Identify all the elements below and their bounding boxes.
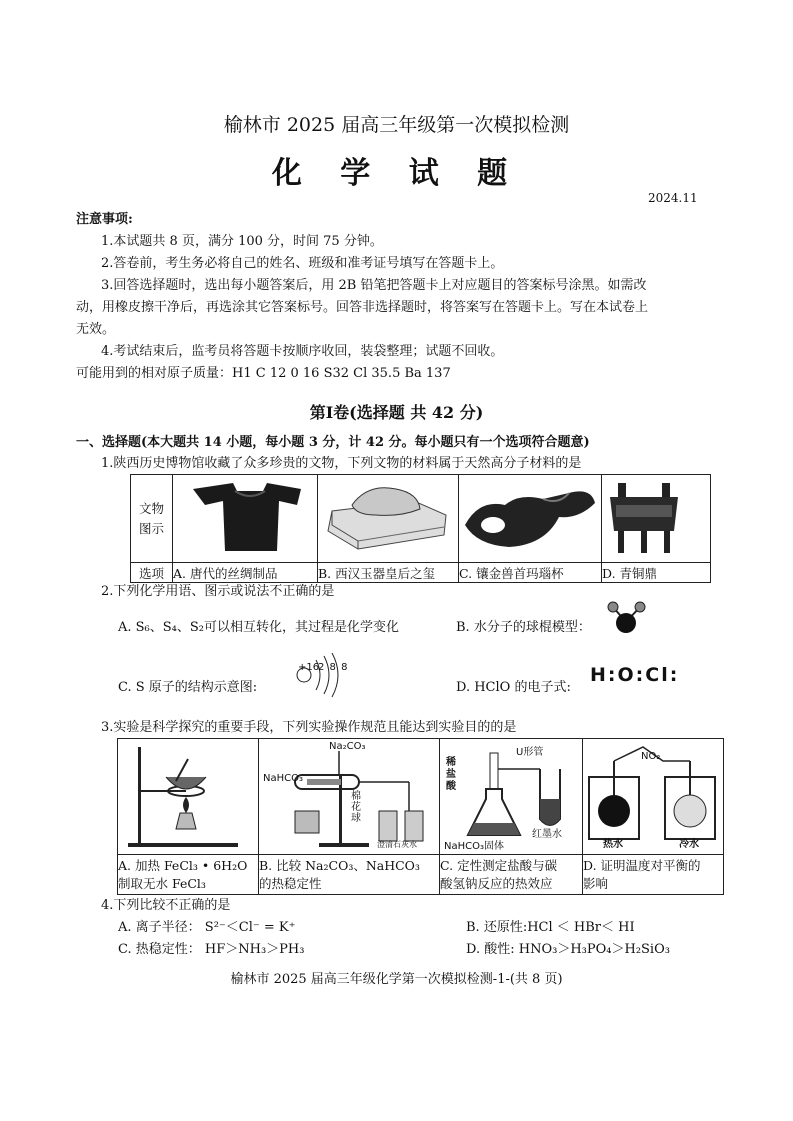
q1-option-b: B. 西汉玉器皇后之玺 xyxy=(318,563,459,583)
sulfur-nucleus-label: +16 xyxy=(298,662,320,673)
q4-option-c: C. 热稳定性： HF＞NH₃＞PH₃ xyxy=(118,942,305,957)
q1-option-a: A. 唐代的丝绸制品 xyxy=(173,563,318,583)
q1-row-label-images: 文物 图示 xyxy=(131,475,173,563)
part1-heading: 一、选择题(本大题共 14 小题，每小题 3 分，计 42 分。每小题只有一个选项符合题意) xyxy=(76,435,590,450)
q3-option-a: A. 加热 FeCl₃ • 6H₂O 制取无水 FeCl₃ xyxy=(118,855,259,895)
q2-stem: 2.下列化学用语、图示或说法不正确的是 xyxy=(101,584,335,599)
q3-apparatus-d xyxy=(583,739,724,855)
label-na2co3: Na₂CO₃ xyxy=(329,741,366,752)
q2-option-d: D. HClO 的电子式: xyxy=(456,680,571,695)
q1-stem: 1.陕西历史博物馆收藏了众多珍贵的文物，下列文物的材料属于天然高分子材料的是 xyxy=(101,456,582,471)
page-footer: 榆林市 2025 届高三年级化学第一次模拟检测-1-(共 8 页) xyxy=(230,972,563,987)
q2-option-a: A. S₆、S₄、S₂可以相互转化，其过程是化学变化 xyxy=(118,620,400,635)
q3-apparatus-a xyxy=(118,739,259,855)
q1-image-b xyxy=(318,475,459,563)
q4-option-b: B. 还原性:HCl ＜ HBr＜ HI xyxy=(466,920,635,935)
atomic-mass-line: 可能用到的相对原子质量：H1 C 12 0 16 S32 Cl 35.5 Ba 137 xyxy=(76,366,451,381)
label-red-ink: 红墨水 xyxy=(532,829,562,840)
notice-item-3: 3.回答选择题时，选出每小题答案后，用 2B 铅笔把答题卡上对应题目的答案标号涂黑。如需改 xyxy=(101,278,647,293)
q1-option-d: D. 青铜鼎 xyxy=(602,563,711,583)
sulfur-atom-structure-diagram xyxy=(294,652,344,698)
jade-seal-image xyxy=(318,475,458,559)
label-limewater: 澄清石灰水 xyxy=(377,840,417,849)
q1-option-c: C. 镶金兽首玛瑙杯 xyxy=(459,563,602,583)
q1-image-d xyxy=(602,475,711,563)
q2-option-b: B. 水分子的球棍模型： xyxy=(456,620,591,635)
thermal-stability-apparatus xyxy=(259,739,439,851)
q4-option-d: D. 酸性: HNO₃＞H₃PO₄＞H₂SiO₃ xyxy=(466,942,670,957)
evaporation-apparatus xyxy=(118,739,258,851)
q1-row-label-options: 选项 xyxy=(131,563,173,583)
notice-item-1: 1.本试题共 8 页，满分 100 分，时间 75 分钟。 xyxy=(101,234,383,249)
label-cotton-ball: 棉花球 xyxy=(351,791,361,824)
exam-title: 榆林市 2025 届高三年级第一次模拟检测 xyxy=(223,114,570,136)
hclo-electron-formula: H:O:Cl: xyxy=(590,664,680,686)
exam-date: 2024.11 xyxy=(648,191,698,205)
q3-option-d: D. 证明温度对平衡的 影响 xyxy=(583,855,724,895)
silk-robe-image xyxy=(173,475,317,559)
subject-title: 化 学 试 题 xyxy=(271,156,522,191)
q1-table xyxy=(130,474,711,583)
q3-apparatus-b xyxy=(259,739,440,855)
label-dilute-hcl: 稀盐酸 xyxy=(446,757,456,792)
label-no2: NO₂ xyxy=(641,751,661,762)
label-u-tube: U形管 xyxy=(516,747,544,758)
notice-heading: 注意事项: xyxy=(76,212,133,227)
q3-option-c: C. 定性测定盐酸与碳 酸氢钠反应的热效应 xyxy=(440,855,583,895)
label-nahco3: NaHCO₃ xyxy=(263,773,303,784)
q4-stem: 4.下列比较不正确的是 xyxy=(101,898,231,913)
q2-option-c: C. S 原子的结构示意图: xyxy=(118,680,258,695)
water-ball-stick-model xyxy=(604,600,650,636)
q1-image-c xyxy=(459,475,602,563)
notice-item-3-end: 无效。 xyxy=(76,322,116,337)
section-title: 第Ⅰ卷(选择题 共 42 分) xyxy=(309,403,484,422)
q3-stem: 3.实验是科学探究的重要手段，下列实验操作规范且能达到实验目的的是 xyxy=(101,720,517,735)
sulfur-shell-electrons: 2 8 8 xyxy=(318,662,349,673)
q3-apparatus-c xyxy=(440,739,583,855)
q3-table xyxy=(117,738,724,895)
q3-option-b: B. 比较 Na₂CO₃、NaHCO₃ 的热稳定性 xyxy=(259,855,440,895)
label-hot-water: 热水 xyxy=(603,839,623,850)
q1-image-a xyxy=(173,475,318,563)
bronze-ding-image xyxy=(602,475,710,559)
notice-item-3-cont: 动，用橡皮擦干净后，再选涂其它答案标号。回答非选择题时，将答案写在答题卡上。写在本试卷上 xyxy=(76,300,649,315)
label-cold-water: 冷水 xyxy=(679,839,699,850)
q4-option-a: A. 离子半径： S²⁻＜Cl⁻ = K⁺ xyxy=(118,920,296,935)
notice-item-2: 2.答卷前，考生务必将自己的姓名、班级和准考证号填写在答题卡上。 xyxy=(101,256,504,271)
notice-item-4: 4.考试结束后，监考员将答题卡按顺序收回，装袋整理；试题不回收。 xyxy=(101,344,504,359)
label-nahco3-solid: NaHCO₃固体 xyxy=(444,841,504,852)
agate-cup-image xyxy=(459,475,601,559)
